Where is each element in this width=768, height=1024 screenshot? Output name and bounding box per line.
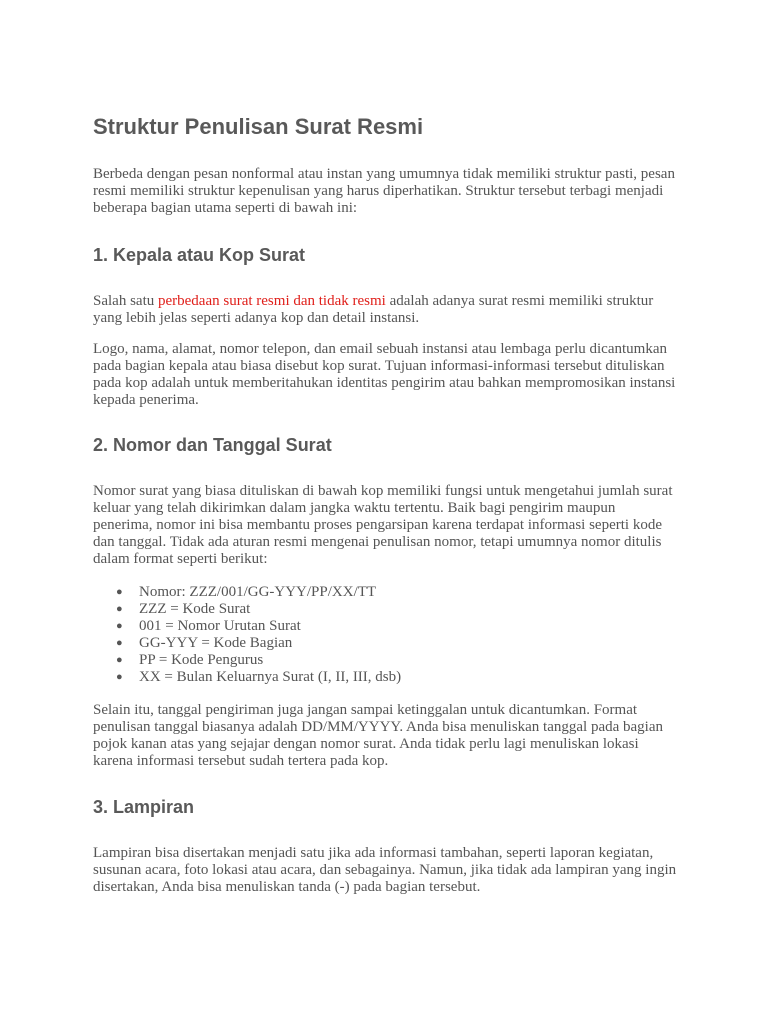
bullet-icon: ● [116,620,123,632]
section-1-paragraph-1-text-after: adalah adanya surat resmi memiliki struktur yang lebih jelas seperti adanya kop dan detail instansi. [93,293,654,326]
section-1-heading: 1. Kepala atau Kop Surat [93,245,306,265]
list-item-text: Nomor: ZZZ/001/GG-YYY/PP/XX/TT [139,584,377,600]
section-3-heading: 3. Lampiran [93,797,195,817]
bullet-icon: ● [116,654,123,666]
list-item [93,584,401,601]
list-item-text: GG-YYY = Kode Bagian [139,635,293,651]
list-item-text: XX = Bulan Keluarnya Surat (I, II, III, dsb) [139,669,402,685]
list-item [93,618,401,635]
list-item [93,601,401,618]
surat-resmi-link[interactable]: perbedaan surat resmi dan tidak resmi [158,293,386,309]
section-1-paragraph-1 [93,293,678,327]
bullet-icon: ● [116,671,123,683]
section-2-heading: 2. Nomor dan Tanggal Surat [93,435,332,455]
section-3-paragraph-1: Lampiran bisa disertakan menjadi satu jika ada informasi tambahan, seperti laporan kegiatan, susunan acara, foto lokasi atau acara, dan sebagainya. Namun, jika tidak ada lampiran yang ingin disertakan, Anda bisa menuliskan tanda (-) pada bagian tersebut. [93,845,677,895]
list-item [93,652,401,669]
list-item-text: ZZZ = Kode Surat [139,601,251,617]
bullet-icon: ● [116,586,123,598]
bullet-icon: ● [116,603,123,615]
section-2-paragraph-1: Nomor surat yang biasa dituliskan di bawah kop memiliki fungsi untuk mengetahui jumlah surat keluar yang telah dikirimkan dalam jangka waktu tertentu. Baik bagi pengirim maupun penerima, nomor ini bisa membantu proses pengarsipan karena terdapat informasi seperti kode dan tanggal. Tidak ada aturan resmi mengenai penulisan nomor, tetapi umumnya nomor ditulis dalam format seperti berikut: [93,483,673,567]
section-2-paragraph-2: Selain itu, tanggal pengiriman juga jangan sampai ketinggalan untuk dicantumkan. Format penulisan tanggal biasanya adalah DD/MM/YYYY. Anda bisa menuliskan tanggal pada bagian pojok kanan atas yang sejajar dengan nomor surat. Anda tidak perlu lagi menuliskan lokasi karena informasi tersebut sudah tertera pada kop. [93,702,664,769]
section-1-paragraph-1-text-before: Salah satu [93,293,158,309]
bullet-icon: ● [116,637,123,649]
list-item-text: PP = Kode Pengurus [139,652,264,668]
intro-paragraph: Berbeda dengan pesan nonformal atau instan yang umumnya tidak memiliki struktur pasti, pesan resmi memiliki struktur kepenulisan yang harus diperhatikan. Struktur tersebut terbagi menjadi beberapa bagian utama seperti di bawah ini: [93,166,675,216]
list-item [93,635,401,652]
page-title: Struktur Penulisan Surat Resmi [93,114,424,139]
section-1-paragraph-2: Logo, nama, alamat, nomor telepon, dan email sebuah instansi atau lembaga perlu dicantumkan pada bagian kepala atau biasa disebut kop surat. Tujuan informasi-informasi tersebut dituliskan pada kop adalah untuk memberitahukan identitas pengirim atau bahkan mempromosikan instansi kepada penerima. [93,341,676,408]
list-item-text: 001 = Nomor Urutan Surat [139,618,301,634]
list-item [93,669,401,686]
number-format-list [93,584,401,686]
